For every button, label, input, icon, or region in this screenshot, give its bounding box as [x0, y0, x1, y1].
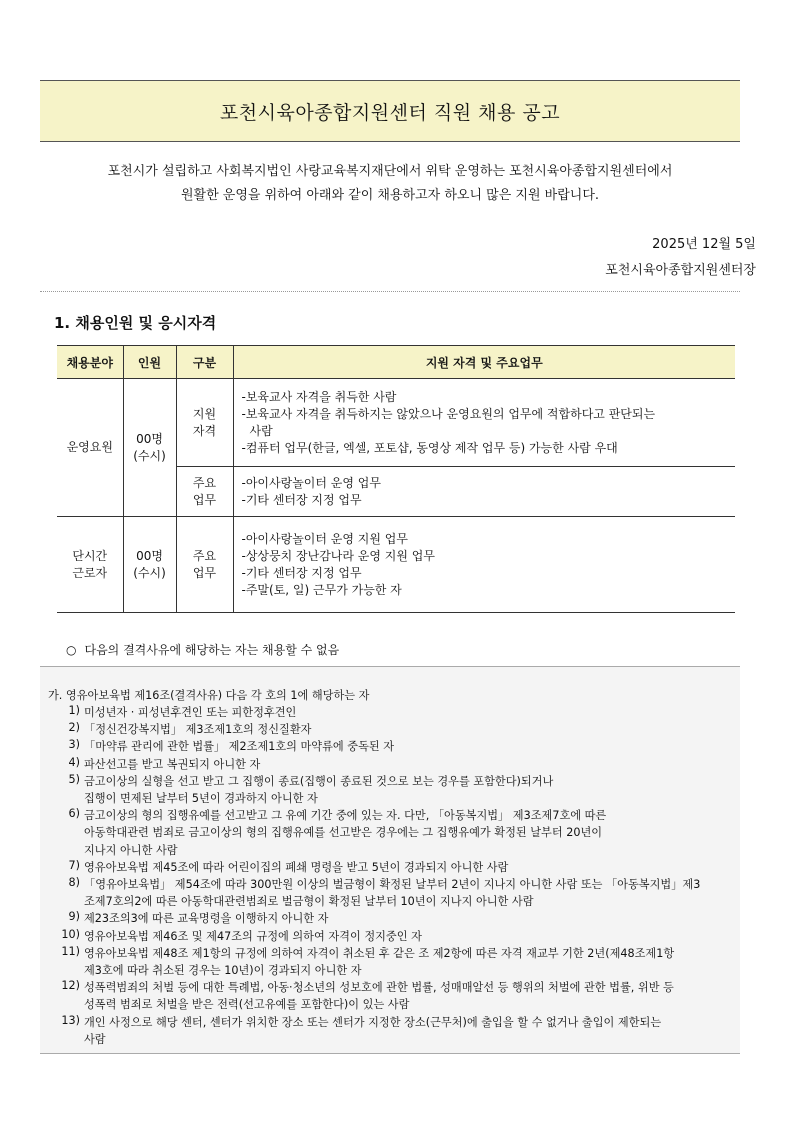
cell-field	[57, 379, 123, 517]
cell-type	[176, 379, 233, 467]
list-item-line: 아동학대관련 범죄로 금고이상의 형의 집행유예를 선고받은 경우에는 그 집행유예가 확정된 날부터 20년이	[84, 826, 603, 840]
disqualification-box	[40, 666, 740, 1054]
intro-paragraph	[40, 160, 740, 208]
list-item-line: 미성년자 · 피성년후견인 또는 피한정후견인	[84, 706, 297, 719]
list-item-line: 성폭력범죄의 처벌 등에 대한 특례법, 아동·청소년의 성보호에 관한 법률, 성매매알선 등 행위의 처벌에 관한 법률, 위반 등	[84, 981, 674, 995]
desc-line: -기타 센터장 지정 업무	[241, 492, 362, 507]
list-item-text	[84, 910, 740, 927]
note-text: 다음의 결격사유에 해당하는 자는 채용할 수 없음	[84, 643, 340, 657]
list-item-text	[84, 928, 740, 945]
list-item-number: 5)	[68, 772, 80, 786]
list-item-line: 파산선고를 받고 복권되지 아니한 자	[84, 757, 261, 771]
desc-line: -아이사랑놀이터 운영 업무	[241, 475, 381, 490]
dotted-divider	[40, 291, 740, 292]
intro-line-2: 원활한 운영을 위하여 아래와 같이 채용하고자 하오니 많은 지원 바랍니다.	[180, 188, 600, 203]
desc-line: -주말(토, 일) 근무가 가능한 자	[241, 582, 402, 597]
cell-description	[233, 467, 735, 517]
count-value: 00명	[136, 548, 163, 563]
cell-type	[176, 517, 233, 613]
type-line-1: 주요	[192, 548, 217, 563]
list-item-number: 4)	[68, 755, 80, 769]
list-item-line: 제3호에 따라 취소된 경우는 10년)이 경과되지 아니한 자	[84, 964, 362, 977]
cell-field	[57, 517, 123, 613]
desc-line: -보육교사 자격을 취득하지는 않았으나 운영요원의 업무에 적합하다고 판단되는	[241, 406, 656, 421]
recruitment-table	[57, 345, 735, 613]
list-item-line: 제23조의3에 따른 교육명령을 이행하지 아니한 자	[84, 912, 329, 926]
list-item	[40, 738, 740, 755]
count-note: (수시)	[133, 565, 166, 580]
type-line-2: 업무	[192, 565, 217, 580]
cell-description	[233, 517, 735, 613]
table-row	[57, 517, 735, 613]
cell-type	[176, 467, 233, 517]
field-line-1: 단시간	[72, 548, 108, 563]
cell-description	[233, 379, 735, 467]
list-item	[40, 807, 740, 859]
desc-line: -보육교사 자격을 취득한 사람	[241, 389, 397, 404]
list-item-line: 금고이상의 형의 집행유예를 선고받고 그 유예 기간 중에 있는 자. 다만, 「아동복지법」 제3조제7호에 따른	[84, 809, 607, 823]
list-item-number: 9)	[68, 910, 80, 924]
list-item	[40, 1014, 740, 1048]
list-item-line: 개인 사정으로 해당 센터, 센터가 위치한 장소 또는 센터가 지정한 장소(근무처)에 출입을 할 수 없거나 출입이 제한되는	[84, 1015, 662, 1029]
list-item-line: 「마약류 관리에 관한 법률」 제2조제1호의 마약류에 중독된 자	[84, 740, 395, 754]
list-item	[40, 979, 740, 1013]
field-line-2: 근로자	[72, 565, 108, 580]
list-item	[40, 876, 740, 910]
list-item-text	[84, 859, 740, 876]
list-item-line: 집행이 면제된 날부터 5년이 경과하지 아니한 자	[84, 792, 318, 805]
list-item-text	[84, 756, 740, 773]
list-item-text	[84, 807, 740, 859]
header-type: 구분	[176, 346, 233, 379]
desc-line: -기타 센터장 지정 업무	[241, 565, 362, 580]
circle-bullet-icon: ○	[66, 643, 77, 657]
list-item	[40, 756, 740, 773]
list-item	[40, 721, 740, 738]
type-line-2: 자격	[192, 423, 217, 438]
list-item-line: 조제7호의2에 따른 아동학대관련범죄로 벌금형이 확정된 날부터 10년이 지나지 아니한 사람	[84, 895, 534, 909]
list-item-text	[84, 979, 740, 1013]
desc-line: -상상뭉치 장난감나라 운영 지원 업무	[241, 548, 435, 563]
type-line-1: 주요	[192, 475, 217, 490]
section-title-recruitment: 1. 채용인원 및 응시자격	[54, 314, 217, 332]
list-item-text	[84, 721, 740, 738]
cell-count	[123, 379, 176, 517]
table-row	[57, 379, 735, 467]
table-header-row	[57, 346, 735, 379]
list-item-line: 성폭력 범죄로 처벌을 받은 전력(선고유예를 포함한다)이 있는 사람	[84, 998, 410, 1012]
list-item-line: 지나지 아니한 사람	[84, 843, 178, 857]
list-item-line: 영유아보육법 제45조에 따라 어린이집의 폐쇄 명령을 받고 5년이 경과되지 아니한 사람	[84, 860, 509, 874]
list-item-line: 금고이상의 실형을 선고 받고 그 집행이 종료(집행이 종료된 것으로 보는 경우를 포함한다)되거나	[84, 774, 554, 788]
list-item	[40, 910, 740, 927]
notice-title: 포천시육아종합지원센터 직원 채용 공고	[219, 101, 561, 124]
list-item-number: 3)	[68, 738, 80, 752]
list-item-line: 사람	[84, 1032, 106, 1046]
list-item-line: 영유아보육법 제46조 및 제47조의 규정에 의하여 자격이 정지중인 자	[84, 929, 422, 943]
list-item-number: 10)	[61, 927, 80, 941]
list-item-text	[84, 773, 740, 807]
header-description: 지원 자격 및 주요업무	[233, 346, 735, 379]
list-item-text	[84, 1014, 740, 1048]
list-item-text	[84, 876, 740, 910]
notice-title-box	[40, 80, 740, 142]
list-item-number: 7)	[68, 858, 80, 872]
list-item-number: 8)	[68, 876, 80, 889]
list-item-line: 영유아보육법 제48조 제1항의 규정에 의하여 자격이 취소된 후 같은 조 제2항에 따른 자격 재교부 기한 2년(제48조제1항	[84, 946, 675, 960]
cell-count	[123, 517, 176, 613]
list-item	[40, 928, 740, 945]
field-label: 운영요원	[66, 440, 113, 454]
intro-line-1: 포천시가 설립하고 사회복지법인 사랑교육복지재단에서 위탁 운영하는 포천시육아종합지원센터에서	[107, 164, 673, 179]
desc-line: -아이사랑놀이터 운영 지원 업무	[241, 531, 408, 546]
list-item-number: 1)	[68, 704, 80, 717]
header-field: 채용분야	[57, 346, 123, 379]
list-item-text	[84, 738, 740, 755]
disqualification-header: 가. 영유아보육법 제16조(결격사유) 다음 각 호의 1에 해당하는 자	[48, 689, 370, 702]
count-value: 00명	[136, 431, 163, 446]
header-count: 인원	[123, 346, 176, 379]
list-item-text	[84, 945, 740, 979]
list-item-line: 「정신건강복지법」 제3조제1호의 정신질환자	[84, 723, 312, 737]
list-item-number: 13)	[61, 1013, 80, 1027]
count-note: (수시)	[133, 448, 166, 463]
type-line-1: 지원	[192, 406, 217, 421]
notice-issuer: 포천시육아종합지원센터장	[605, 263, 756, 278]
list-item-line: 「영유아보육법」 제54조에 따라 300만원 이상의 벌금형이 확정된 날부터 2년이 지나지 아니한 사람 또는 「아동복지법」제3	[84, 878, 701, 891]
list-item-text	[84, 704, 740, 721]
list-item-number: 11)	[61, 944, 80, 958]
type-line-2: 업무	[192, 492, 217, 507]
notice-date: 2025년 12월 5일	[652, 237, 756, 252]
list-item	[40, 773, 740, 807]
disqualification-note	[66, 641, 339, 658]
list-item	[40, 704, 740, 721]
desc-line: 사람	[249, 423, 273, 438]
list-item-number: 6)	[68, 807, 80, 821]
list-item-number: 12)	[61, 979, 80, 993]
list-item	[40, 859, 740, 876]
date-issuer-block	[605, 232, 756, 284]
desc-line: -컴퓨터 업무(한글, 엑셀, 포토샵, 동영상 제작 업무 등) 가능한 사람 우대	[241, 440, 618, 455]
list-item	[40, 945, 740, 979]
list-item-number: 2)	[68, 721, 80, 735]
